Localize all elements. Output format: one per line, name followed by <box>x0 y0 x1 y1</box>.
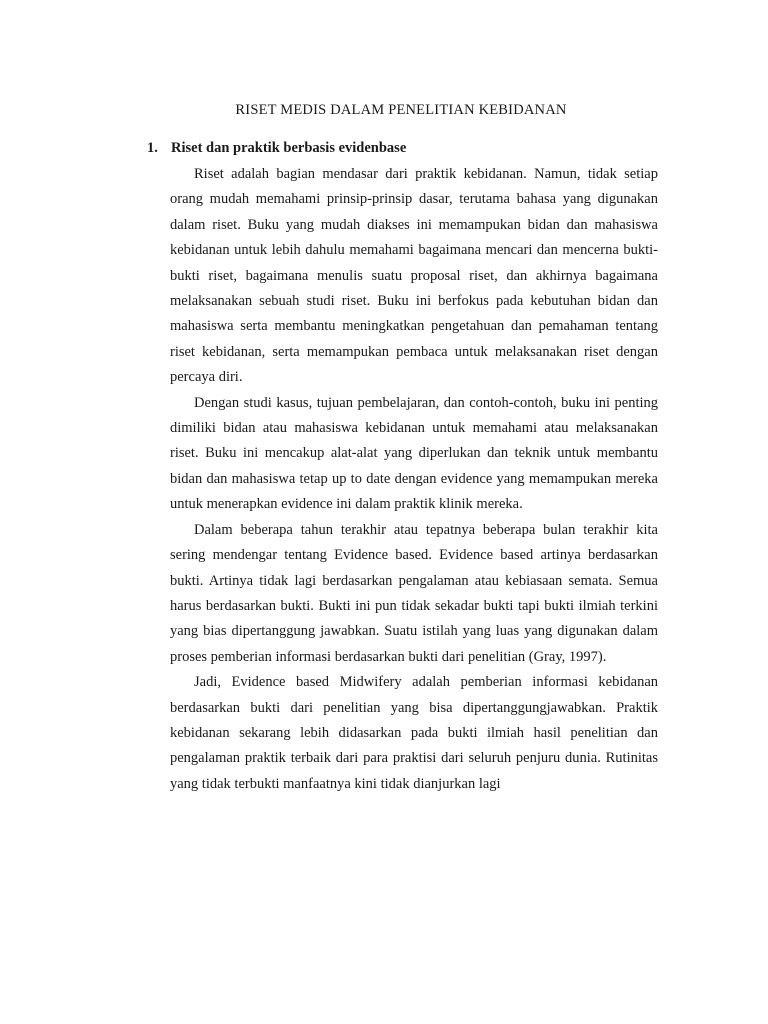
section-number: 1. <box>147 140 158 156</box>
section-heading <box>147 140 406 157</box>
paragraph-4: Jadi, Evidence based Midwifery adalah pemberian informasi kebidanan berdasarkan bukti dari penelitian yang bisa dipertanggungjawabkan. Praktik kebidanan sekarang lebih didasarkan pada bukti ilmiah hasil penelitian dan pengalaman praktik terbaik dari para praktisi dari seluruh penjuru dunia. Rutinitas yang tidak terbukti manfaatnya kini tidak dianjurkan lagi <box>170 674 658 792</box>
paragraph-1: Riset adalah bagian mendasar dari praktik kebidanan. Namun, tidak setiap orang mudah memahami prinsip-prinsip dasar, terutama bahasa yang digunakan dalam riset. Buku yang mudah diakses ini memampukan bidan dan mahasiswa kebidanan untuk lebih dahulu memahami bagaimana mencari dan mencerna bukti-bukti riset, bagaimana menulis suatu proposal riset, dan akhirnya bagaimana melaksanakan sebuah studi riset. Buku ini berfokus pada kebutuhan bidan dan mahasiswa serta membantu meningkatkan pengetahuan dan pemahaman tentang riset kebidanan, serta memampukan pembaca untuk melaksanakan riset dengan percaya diri. <box>170 166 658 386</box>
section-heading-text: Riset dan praktik berbasis evidenbase <box>171 140 407 156</box>
document-title: RISET MEDIS DALAM PENELITIAN KEBIDANAN <box>235 102 567 118</box>
paragraph-3: Dalam beberapa tahun terakhir atau tepatnya beberapa bulan terakhir kita sering mendengar tentang Evidence based. Evidence based artinya berdasarkan bukti. Artinya tidak lagi berdasarkan pengalaman atau kebiasaan semata. Semua harus berdasarkan bukti. Bukti ini pun tidak sekadar bukti tapi bukti ilmiah terkini yang bias dipertanggung jawabkan. Suatu istilah yang luas yang digunakan dalam proses pemberian informasi berdasarkan bukti dari penelitian (Gray, 1997). <box>170 521 658 665</box>
section-body <box>170 162 658 797</box>
paragraph-2: Dengan studi kasus, tujuan pembelajaran, dan contoh-contoh, buku ini penting dimiliki bidan atau mahasiswa kebidanan untuk memahami atau melaksanakan riset. Buku ini mencakup alat-alat yang diperlukan dan teknik untuk membantu bidan dan mahasiswa tetap up to date dengan evidence yang memampukan mereka untuk menerapkan evidence ini dalam praktik klinik mereka. <box>170 394 658 513</box>
